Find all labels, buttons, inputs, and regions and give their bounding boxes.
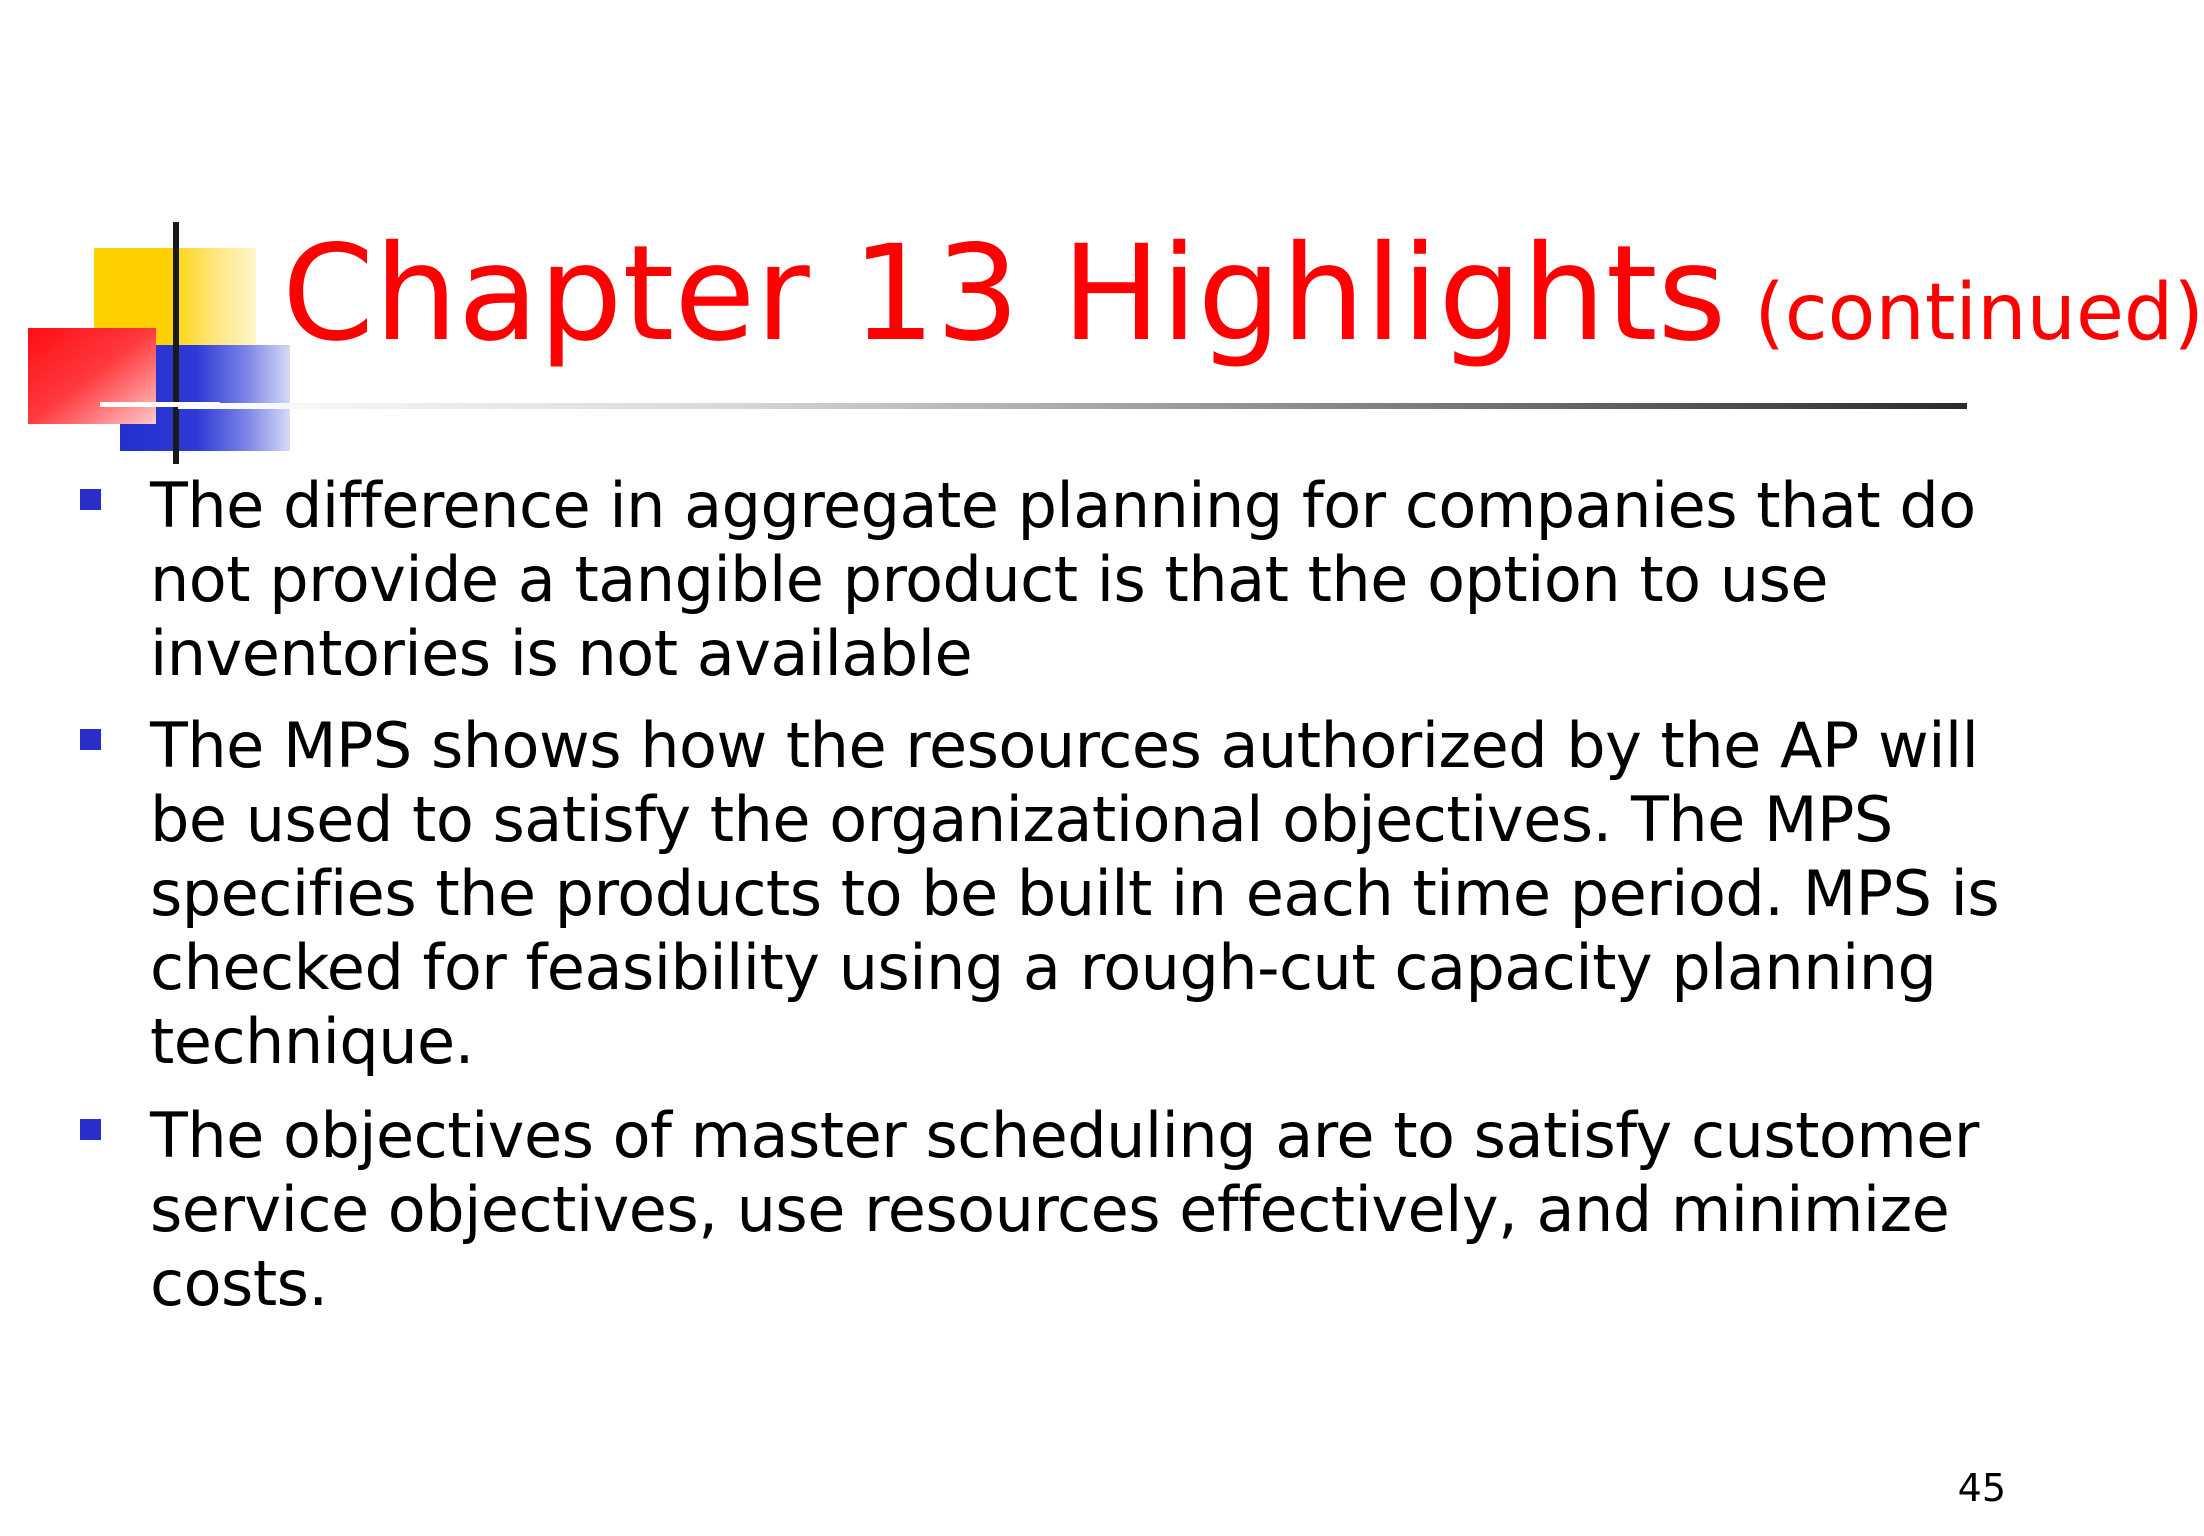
title-subtitle: (continued) xyxy=(1754,268,2204,358)
slide-number: 45 xyxy=(1957,1466,2006,1510)
square-bullet-icon xyxy=(80,729,101,750)
bullet-text: The difference in aggregate planning for companies that do not provide a tangible product is that the option to use inventories is not available xyxy=(150,469,1976,690)
square-bullet-icon xyxy=(80,1119,101,1140)
square-bullet-icon xyxy=(80,489,101,510)
bullet-text: The MPS shows how the resources authorized by the AP will be used to satisfy the organizational objectives. The MPS specifies the products to be built in each time period. MPS is checked for feasibility using a rough-cut capacity planning technique. xyxy=(150,709,2000,1078)
bullet-text: The objectives of master scheduling are to satisfy customer service objectives, use resources effectively, and minimize costs. xyxy=(150,1099,1979,1320)
title-main: Chapter 13 Highlights xyxy=(282,217,1727,371)
